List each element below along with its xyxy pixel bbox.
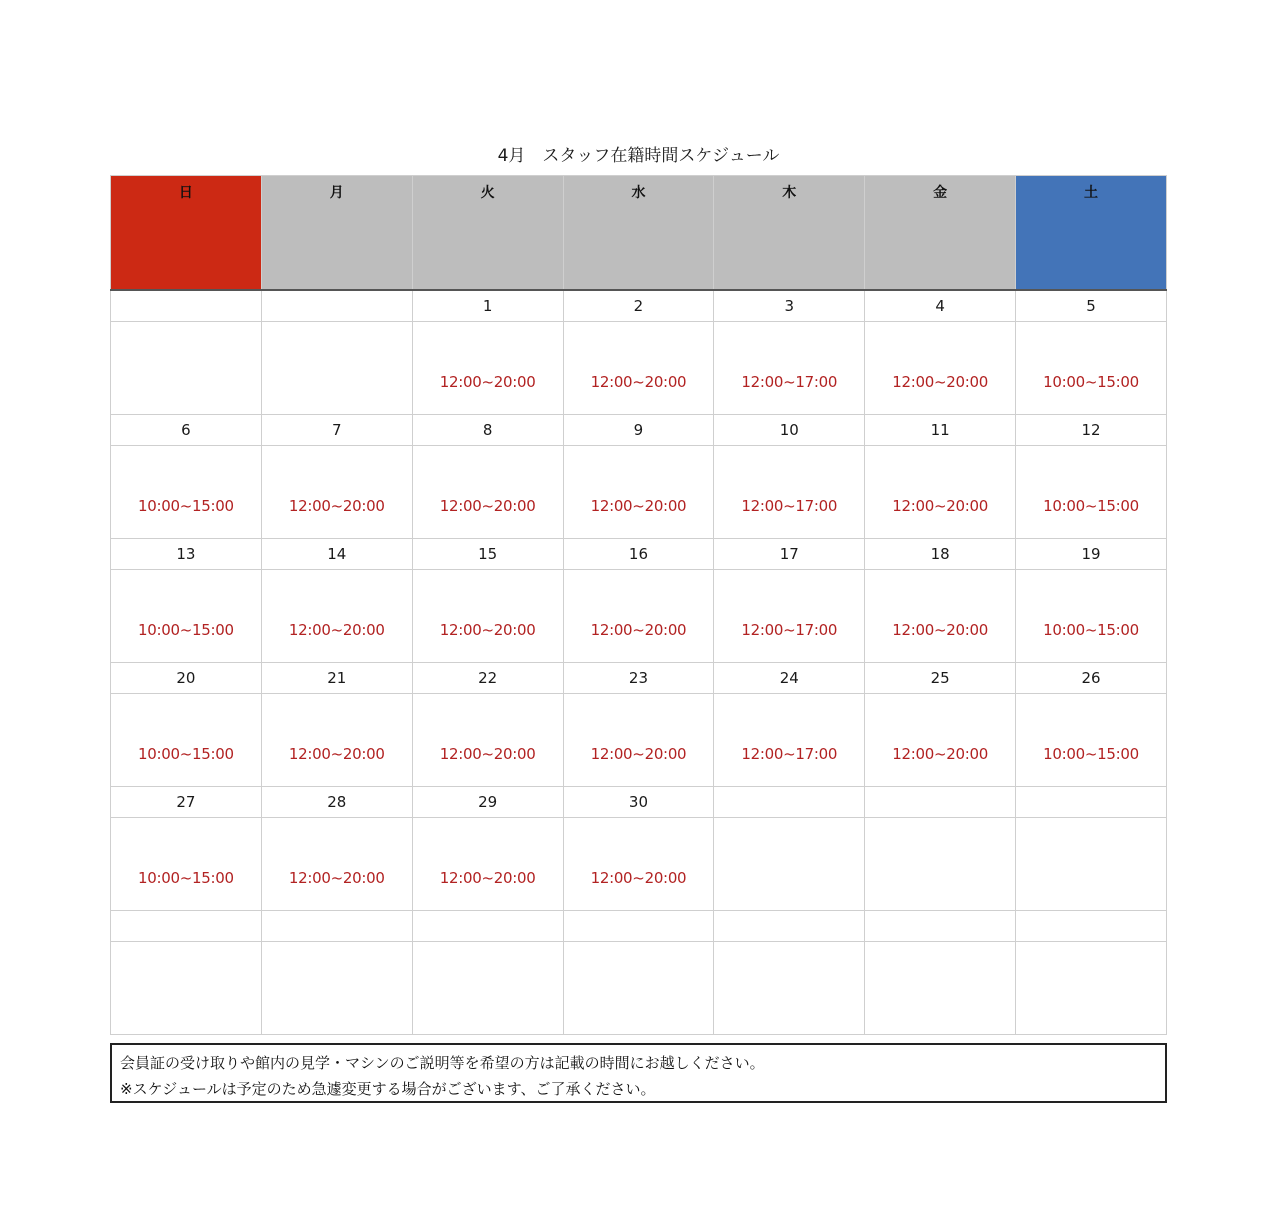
time-cell <box>412 445 563 538</box>
time-cell <box>261 445 412 538</box>
day-number-cell <box>412 910 563 941</box>
day-number-cell: 25 <box>865 662 1016 693</box>
time-cell <box>1016 445 1167 538</box>
time-row <box>111 445 1167 538</box>
time-cell <box>261 817 412 910</box>
time-row <box>111 941 1167 1034</box>
day-number-cell: 29 <box>412 786 563 817</box>
page-title: 4月 スタッフ在籍時間スケジュール <box>497 146 780 166</box>
staff-hours-text: 10:00~15:00 <box>138 744 234 763</box>
day-number-cell: 21 <box>261 662 412 693</box>
staff-hours-text: 12:00~17:00 <box>741 620 838 639</box>
time-cell <box>563 445 714 538</box>
time-row <box>111 817 1167 910</box>
day-number-cell: 20 <box>111 662 262 693</box>
weekday-header-mon: 月 <box>261 176 412 290</box>
time-cell <box>1016 693 1167 786</box>
time-cell <box>563 569 714 662</box>
time-cell <box>563 817 714 910</box>
day-number-cell: 17 <box>714 538 865 569</box>
day-number-cell: 9 <box>563 414 714 445</box>
weekday-header-thu: 木 <box>714 176 865 290</box>
staff-hours-text: 10:00~15:00 <box>1043 372 1139 391</box>
day-number-cell: 5 <box>1016 290 1167 322</box>
day-number-cell <box>865 910 1016 941</box>
staff-hours-text: 10:00~15:00 <box>138 620 234 639</box>
time-cell <box>111 445 262 538</box>
day-number-cell <box>714 910 865 941</box>
day-number-cell <box>111 290 262 322</box>
date-row <box>111 910 1167 941</box>
date-row <box>111 290 1167 322</box>
staff-hours-text: 12:00~20:00 <box>439 620 536 639</box>
time-cell <box>111 693 262 786</box>
time-cell <box>111 941 262 1034</box>
notice-box <box>110 1043 1167 1103</box>
time-cell <box>412 569 563 662</box>
staff-hours-text: 10:00~15:00 <box>1043 744 1139 763</box>
day-number-cell: 23 <box>563 662 714 693</box>
day-number-cell: 22 <box>412 662 563 693</box>
staff-hours-text: 10:00~15:00 <box>138 868 234 887</box>
staff-hours-text: 12:00~17:00 <box>741 496 838 515</box>
staff-hours-text: 10:00~15:00 <box>1043 496 1139 515</box>
day-number-cell: 2 <box>563 290 714 322</box>
time-cell <box>714 569 865 662</box>
staff-hours-text: 12:00~20:00 <box>590 744 687 763</box>
time-cell <box>111 569 262 662</box>
time-cell <box>714 941 865 1034</box>
day-number-cell: 14 <box>261 538 412 569</box>
staff-hours-text: 12:00~20:00 <box>439 496 536 515</box>
staff-hours-text: 12:00~20:00 <box>892 496 988 515</box>
staff-hours-text: 12:00~20:00 <box>439 744 536 763</box>
day-number-cell: 15 <box>412 538 563 569</box>
staff-hours-text: 12:00~20:00 <box>590 868 687 887</box>
day-number-cell <box>261 290 412 322</box>
time-cell <box>865 321 1016 414</box>
staff-hours-text: 12:00~20:00 <box>892 620 988 639</box>
time-cell <box>865 817 1016 910</box>
time-cell <box>714 445 865 538</box>
day-number-cell: 1 <box>412 290 563 322</box>
day-number-cell <box>111 910 262 941</box>
staff-hours-text: 12:00~20:00 <box>892 744 988 763</box>
staff-hours-text: 10:00~15:00 <box>1043 620 1139 639</box>
time-cell <box>563 941 714 1034</box>
time-cell <box>563 693 714 786</box>
day-number-cell: 10 <box>714 414 865 445</box>
time-cell <box>714 817 865 910</box>
day-number-cell: 27 <box>111 786 262 817</box>
staff-hours-text: 12:00~20:00 <box>288 620 385 639</box>
staff-hours-text: 12:00~17:00 <box>741 744 838 763</box>
notice-line-2: ※スケジュールは予定のため急遽変更する場合がございます、ご了承ください。 <box>120 1080 656 1098</box>
day-number-cell: 11 <box>865 414 1016 445</box>
time-cell <box>111 321 262 414</box>
date-row <box>111 786 1167 817</box>
staff-hours-text: 10:00~15:00 <box>138 496 234 515</box>
time-row <box>111 321 1167 414</box>
time-cell <box>714 693 865 786</box>
schedule-calendar <box>110 175 1167 1035</box>
notice-line-1: 会員証の受け取りや館内の見学・マシンのご説明等を希望の方は記載の時間にお越しください。 <box>120 1054 765 1072</box>
day-number-cell: 3 <box>714 290 865 322</box>
day-number-cell: 24 <box>714 662 865 693</box>
time-cell <box>1016 941 1167 1034</box>
time-cell <box>261 693 412 786</box>
time-row <box>111 569 1167 662</box>
time-cell <box>865 569 1016 662</box>
time-cell <box>1016 817 1167 910</box>
day-number-cell: 19 <box>1016 538 1167 569</box>
time-cell <box>1016 569 1167 662</box>
day-number-cell <box>714 786 865 817</box>
staff-hours-text: 12:00~20:00 <box>590 372 687 391</box>
time-cell <box>412 941 563 1034</box>
weekday-header-wed: 水 <box>563 176 714 290</box>
day-number-cell: 28 <box>261 786 412 817</box>
time-cell <box>563 321 714 414</box>
day-number-cell <box>865 786 1016 817</box>
time-cell <box>714 321 865 414</box>
time-cell <box>111 817 262 910</box>
time-cell <box>261 321 412 414</box>
staff-hours-text: 12:00~20:00 <box>439 372 536 391</box>
staff-hours-text: 12:00~20:00 <box>590 620 687 639</box>
time-cell <box>865 941 1016 1034</box>
staff-hours-text: 12:00~20:00 <box>288 496 385 515</box>
weekday-header-sun: 日 <box>111 176 262 290</box>
day-number-cell <box>563 910 714 941</box>
time-cell <box>865 445 1016 538</box>
time-cell <box>865 693 1016 786</box>
weekday-header-fri: 金 <box>865 176 1016 290</box>
time-cell <box>412 321 563 414</box>
staff-hours-text: 12:00~20:00 <box>892 372 988 391</box>
date-row <box>111 538 1167 569</box>
day-number-cell: 30 <box>563 786 714 817</box>
day-number-cell: 18 <box>865 538 1016 569</box>
time-cell <box>261 941 412 1034</box>
day-number-cell <box>1016 910 1167 941</box>
day-number-cell: 8 <box>412 414 563 445</box>
day-number-cell: 26 <box>1016 662 1167 693</box>
time-cell <box>1016 321 1167 414</box>
weekday-header-sat: 土 <box>1016 176 1167 290</box>
staff-hours-text: 12:00~20:00 <box>590 496 687 515</box>
staff-hours-text: 12:00~17:00 <box>741 372 838 391</box>
day-number-cell <box>261 910 412 941</box>
day-number-cell: 6 <box>111 414 262 445</box>
time-cell <box>412 817 563 910</box>
date-row <box>111 414 1167 445</box>
day-number-cell: 12 <box>1016 414 1167 445</box>
date-row <box>111 662 1167 693</box>
time-cell <box>412 693 563 786</box>
day-number-cell: 7 <box>261 414 412 445</box>
time-row <box>111 693 1167 786</box>
weekday-header-tue: 火 <box>412 176 563 290</box>
staff-hours-text: 12:00~20:00 <box>288 744 385 763</box>
day-number-cell: 13 <box>111 538 262 569</box>
time-cell <box>261 569 412 662</box>
staff-hours-text: 12:00~20:00 <box>288 868 385 887</box>
day-number-cell: 16 <box>563 538 714 569</box>
day-number-cell <box>1016 786 1167 817</box>
staff-hours-text: 12:00~20:00 <box>439 868 536 887</box>
weekday-header-row <box>111 176 1167 290</box>
day-number-cell: 4 <box>865 290 1016 322</box>
